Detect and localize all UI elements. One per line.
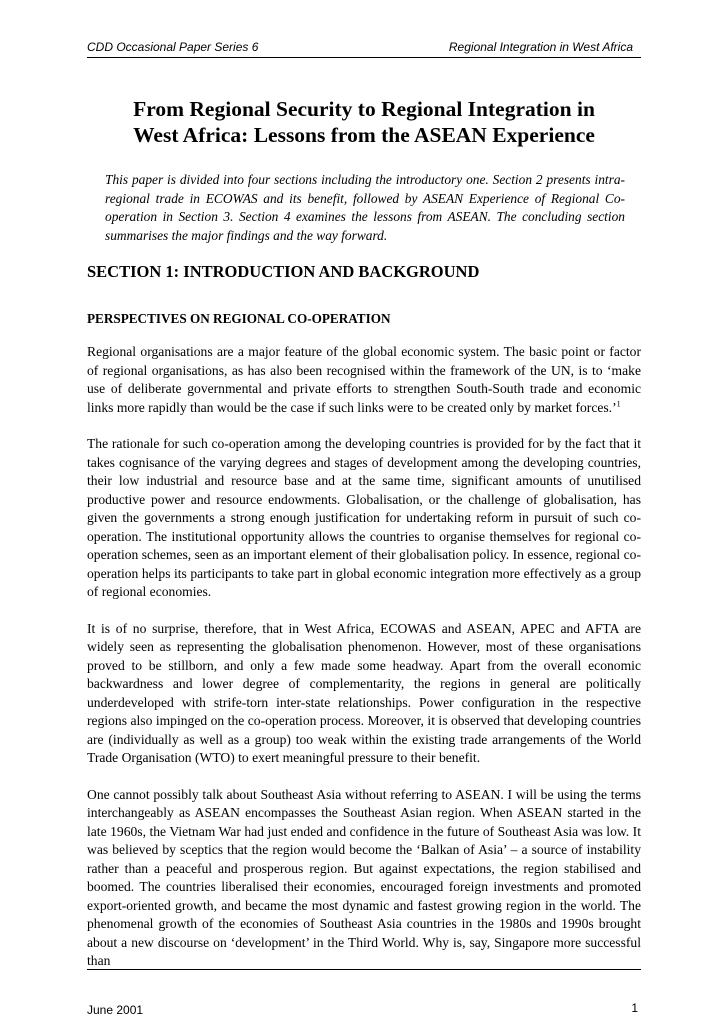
abstract: This paper is divided into four sections including the introductory one. Section 2 presents intra-regional trade in ECOWAS and its benefit, followed by ASEAN Experience of Regional Co-operation in Section 3. Section 4 examines the lessons from ASEAN. The concluding section summarises the major findings and the way forward. xyxy=(105,172,625,243)
paragraph: One cannot possibly talk about Southeast Asia without referring to ASEAN. I will be using the terms interchangeably as ASEAN encompasses the Southeast Asian region. When ASEAN started in the late 1960s, the Vietnam War had just ended and confidence in the future of Southeast Asia was low. It was believed by sceptics that the region would become the ‘Balkan of Asia’ – a source of instability rather than a peaceful and prosperous region. But against expectations, the region stabilised and boomed. The countries liberalised their economies, encouraged foreign investments and promoted export-oriented growth, and became the most dynamic and fastest growing region in the world. The phenomenal growth of the economies of Southeast Asia countries in the 1980s and 1990s brought about a new discourse on ‘development’ in the Third World. Why is, say, Singapore more successful than xyxy=(87,786,641,968)
title-line-1: From Regional Security to Regional Integration in xyxy=(133,97,595,121)
footnote-marker[interactable]: 1 xyxy=(616,398,621,408)
section-heading: SECTION 1: INTRODUCTION AND BACKGROUND xyxy=(87,262,480,281)
running-header xyxy=(87,35,641,58)
paragraph xyxy=(87,343,641,417)
paragraph-text: Regional organisations are a major feature of the global economic system. The basic point or factor of regional organisations, as has also been recognised within the framework of the UN, is to ‘make use of deliberate governmental and private efforts to strengthen South-South trade and economic links more rapidly than would be the case if such links were to be created only by market forces.’ xyxy=(87,344,641,415)
paragraph: It is of no surprise, therefore, that in West Africa, ECOWAS and ASEAN, APEC and AFTA are widely seen as representing the globalisation phenomenon. However, most of these organisations proved to be stillborn, and only a few made some headway. Apart from the overall economic backwardness and lower degree of complementarity, the regions in general are politically underdeveloped with strife-torn inter-state relationships. Power configuration in the respective regions also impinged on the co-operation process. Moreover, it is observed that developing countries are (individually as well as a group) too weak within the existing trade arrangements of the World Trade Organisation (WTO) to exert meaningful pressure to their benefit. xyxy=(87,620,641,765)
paper-title xyxy=(87,96,641,148)
paragraph: The rationale for such co-operation among the developing countries is provided for by the fact that it takes cognisance of the varying degrees and stages of development among the developing countries, their low industrial and resource base and at the same time, significant amounts of unutilised productive power and resource endowments. Globalisation, or the challenge of globalisation, has given the governments a strong enough justification for undertaking reform in pursuit of such co-operation. The institutional opportunity allows the countries to organise themselves for regional co-operation schemes, seen as an important element of their globalisation policy. In essence, regional co-operation helps its participants to take part in global economic integration more effectively as a group of regional economies. xyxy=(87,436,641,599)
page-number: 1 xyxy=(631,1001,638,1015)
body-text xyxy=(87,343,641,989)
footer-rule xyxy=(87,969,641,970)
subsection-heading: PERSPECTIVES ON REGIONAL CO-OPERATION xyxy=(87,311,391,326)
footer-date: June 2001 xyxy=(87,1003,144,1017)
title-line-2: West Africa: Lessons from the ASEAN Experience xyxy=(133,123,595,147)
header-series: CDD Occasional Paper Series 6 xyxy=(87,40,259,54)
header-running-title: Regional Integration in West Africa xyxy=(448,40,633,54)
